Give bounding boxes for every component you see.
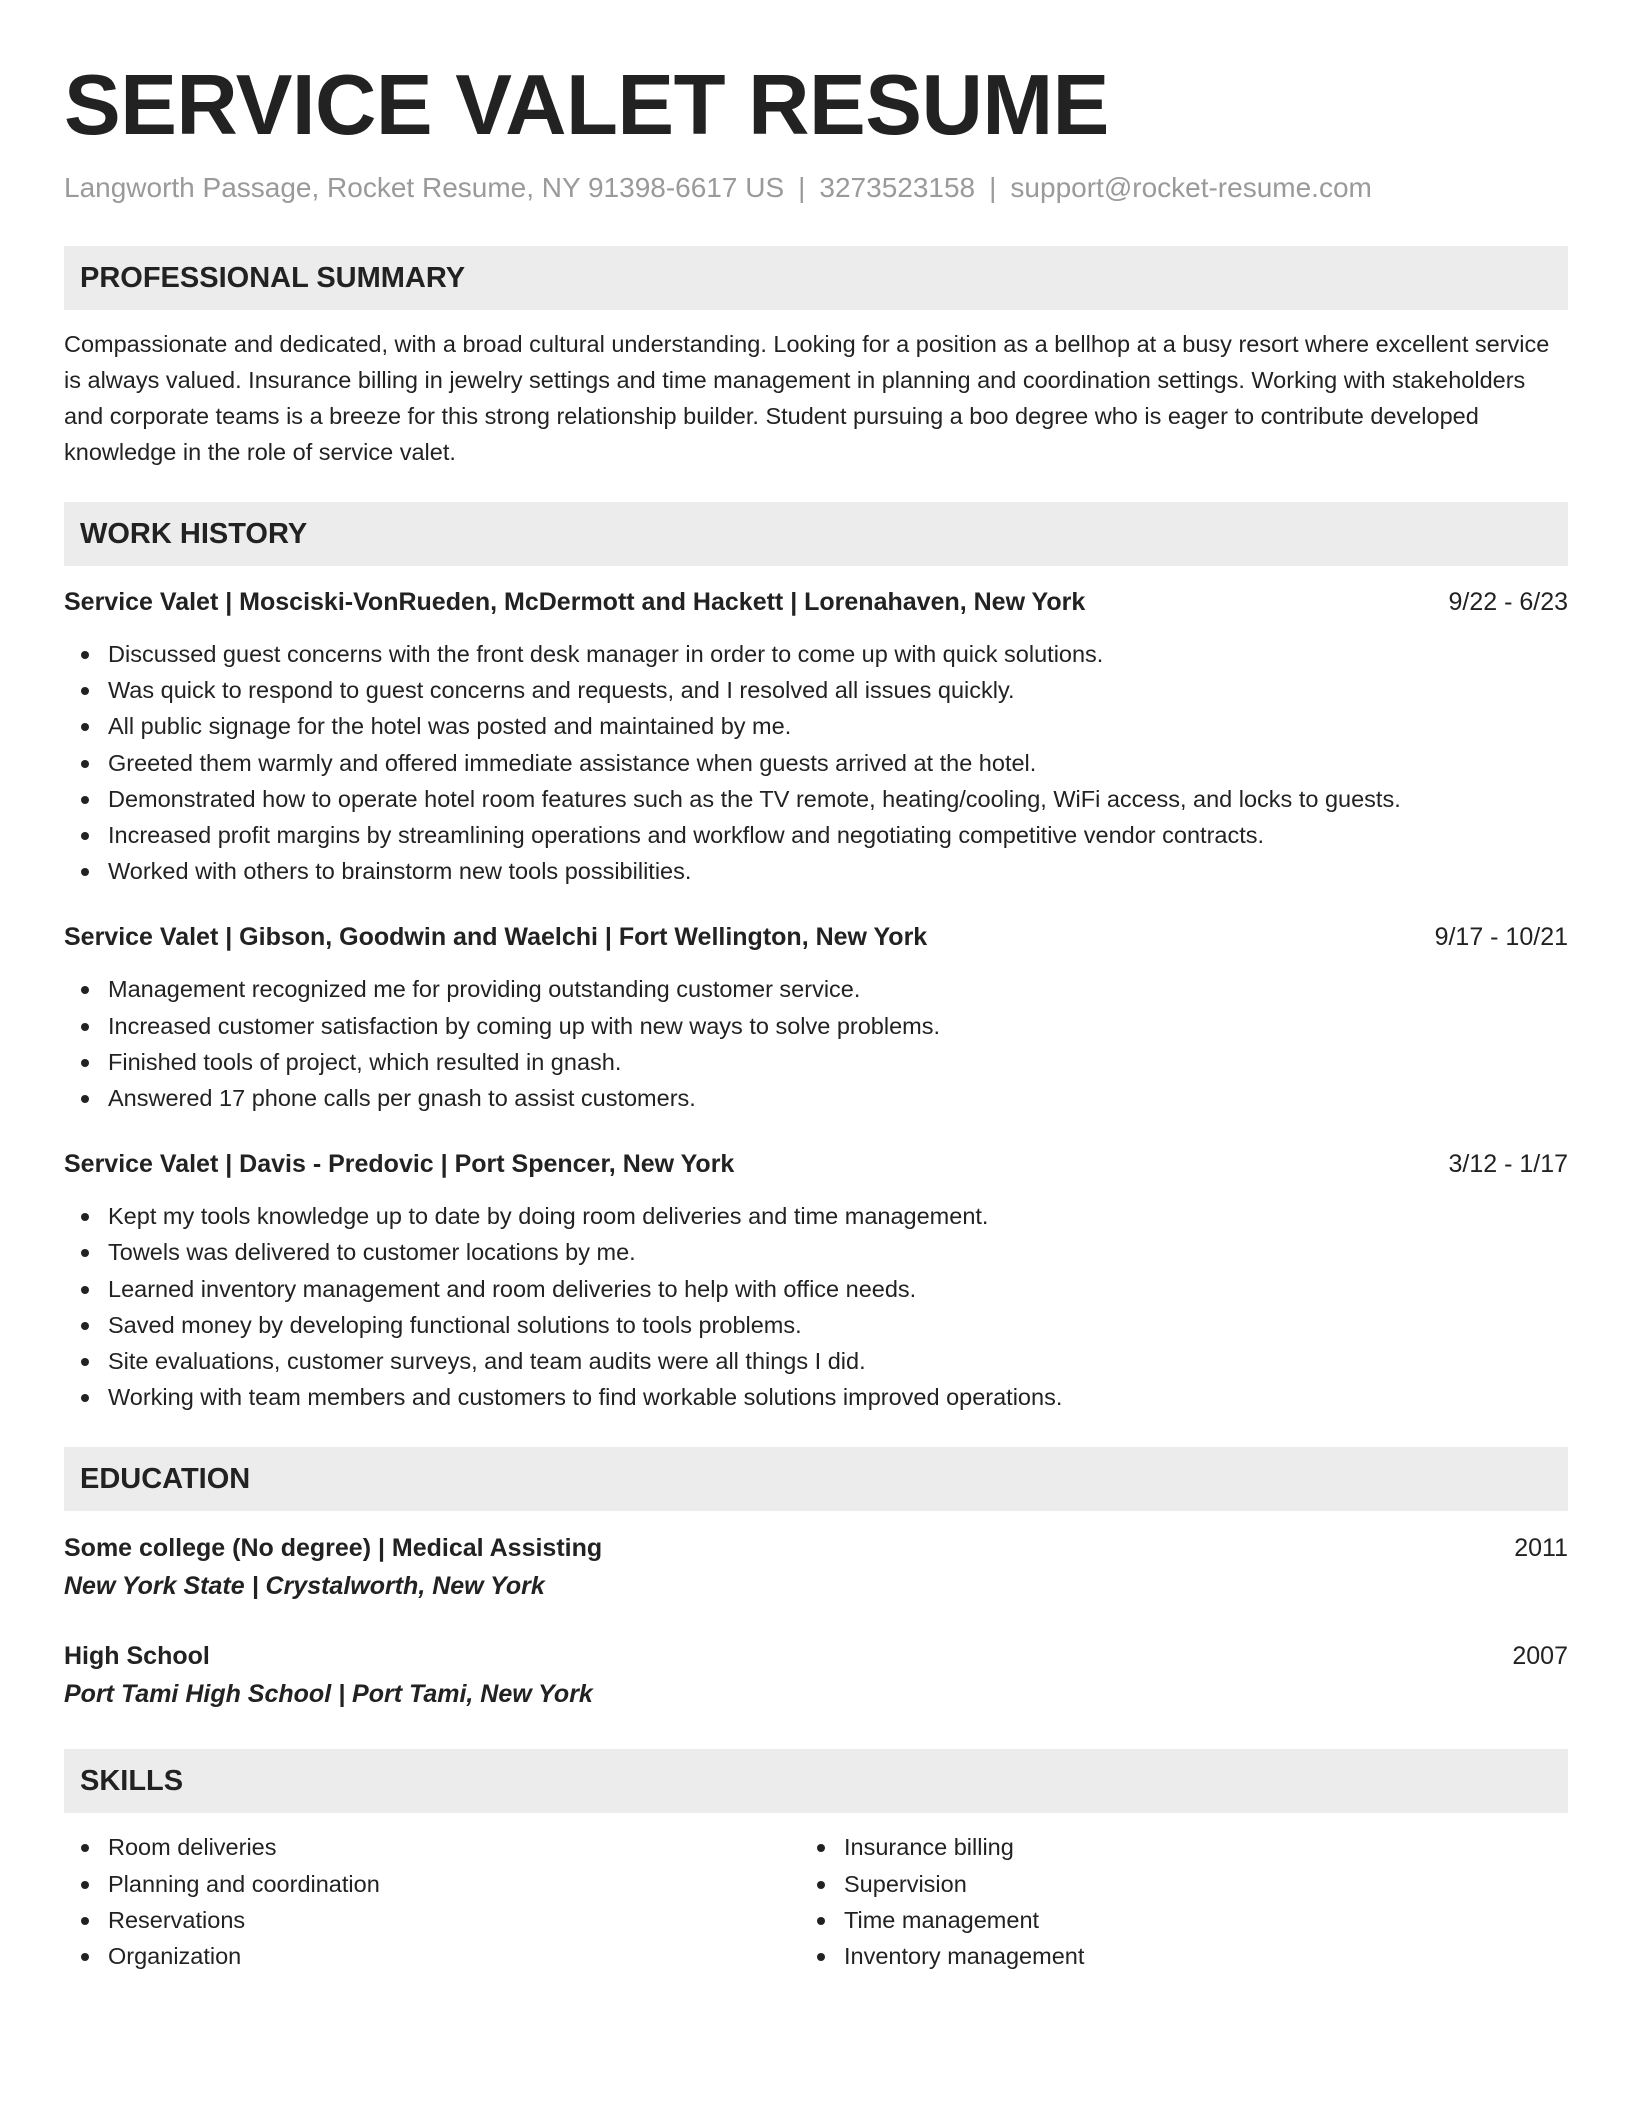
- list-item: Greeted them warmly and offered immediate assistance when guests arrived at the hotel.: [64, 745, 1568, 781]
- education-school: New York State | Crystalworth, New York: [64, 1572, 545, 1601]
- skill-item: Planning and coordination: [64, 1866, 800, 1902]
- section-header-education: EDUCATION: [64, 1447, 1568, 1511]
- section-header-work-history: WORK HISTORY: [64, 502, 1568, 566]
- list-item: Management recognized me for providing outstanding customer service.: [64, 971, 1568, 1007]
- job-title: Service Valet | Gibson, Goodwin and Waelchi | Fort Wellington, New York: [64, 923, 928, 952]
- contact-separator: |: [989, 172, 997, 203]
- list-item: Saved money by developing functional solutions to tools problems.: [64, 1307, 1568, 1343]
- education-degree: High School: [64, 1642, 210, 1671]
- skills-bullets: [64, 1829, 800, 1974]
- education-entry: [64, 1529, 1568, 1605]
- job-dates: 3/12 - 1/17: [1448, 1150, 1568, 1179]
- list-item: Answered 17 phone calls per gnash to assist customers.: [64, 1080, 1568, 1116]
- job-header: [64, 1146, 1568, 1182]
- contact-line: [64, 168, 1568, 208]
- job-dates: 9/17 - 10/21: [1434, 923, 1568, 952]
- job-header: [64, 919, 1568, 955]
- skill-item: Room deliveries: [64, 1829, 800, 1865]
- skill-item: Organization: [64, 1938, 800, 1974]
- skill-item: Supervision: [800, 1866, 1536, 1902]
- list-item: Finished tools of project, which resulted in gnash.: [64, 1044, 1568, 1080]
- list-item: Increased customer satisfaction by coming up with new ways to solve problems.: [64, 1008, 1568, 1044]
- job-entry: [64, 919, 1568, 1116]
- skills-column-right: [800, 1829, 1536, 1974]
- job-bullets: [64, 636, 1568, 889]
- list-item: Discussed guest concerns with the front desk manager in order to come up with quick solutions.: [64, 636, 1568, 672]
- job-title: Service Valet | Mosciski-VonRueden, McDermott and Hackett | Lorenahaven, New York: [64, 588, 1086, 616]
- list-item: Demonstrated how to operate hotel room features such as the TV remote, heating/cooling, WiFi access, and locks to guests.: [64, 781, 1568, 817]
- list-item: Learned inventory management and room deliveries to help with office needs.: [64, 1271, 1568, 1307]
- list-item: Kept my tools knowledge up to date by doing room deliveries and time management.: [64, 1198, 1568, 1234]
- job-title: Service Valet | Davis - Predovic | Port Spencer, New York: [64, 1150, 735, 1179]
- section-header-skills: SKILLS: [64, 1749, 1568, 1813]
- education-entry: [64, 1637, 1568, 1713]
- education-year: 2007: [1512, 1642, 1568, 1671]
- list-item: Towels was delivered to customer locations by me.: [64, 1234, 1568, 1270]
- skill-item: Inventory management: [800, 1938, 1536, 1974]
- list-item: Working with team members and customers to find workable solutions improved operations.: [64, 1379, 1568, 1415]
- education-school: Port Tami High School | Port Tami, New York: [64, 1680, 593, 1709]
- contact-address: Langworth Passage, Rocket Resume, NY 91398-6617 US: [64, 172, 785, 203]
- skills-list: [64, 1829, 1568, 1974]
- contact-separator: |: [798, 172, 806, 203]
- skill-item: Time management: [800, 1902, 1536, 1938]
- list-item: Increased profit margins by streamlining operations and workflow and negotiating competitive vendor contracts.: [64, 817, 1568, 853]
- skills-column-left: [64, 1829, 800, 1974]
- contact-phone: 3273523158: [819, 172, 976, 203]
- job-bullets: [64, 971, 1568, 1116]
- skill-item: Reservations: [64, 1902, 800, 1938]
- job-entry: [64, 584, 1568, 889]
- education-header: [64, 1529, 1568, 1567]
- education-degree: Some college (No degree) | Medical Assisting: [64, 1534, 603, 1563]
- list-item: Was quick to respond to guest concerns and requests, and I resolved all issues quickly.: [64, 672, 1568, 708]
- job-header: [64, 584, 1568, 620]
- education-year: 2011: [1514, 1534, 1568, 1563]
- list-item: Site evaluations, customer surveys, and team audits were all things I did.: [64, 1343, 1568, 1379]
- list-item: Worked with others to brainstorm new tools possibilities.: [64, 853, 1568, 889]
- summary-text: Compassionate and dedicated, with a broad cultural understanding. Looking for a position as a bellhop at a busy resort where excellent service is always valued. Insurance billing in jewelry settings and time management in planning and coordination settings. Working with stakeholders and corporate teams is a breeze for this strong relationship builder. Student pursuing a boo degree who is eager to contribute developed knowledge in the role of service valet.: [64, 331, 1550, 465]
- contact-email: support@rocket-resume.com: [1010, 172, 1372, 203]
- skill-item: Insurance billing: [800, 1829, 1536, 1865]
- skills-bullets: [800, 1829, 1536, 1974]
- job-entry: [64, 1146, 1568, 1415]
- resume-title: SERVICE VALET RESUME: [64, 58, 1109, 153]
- section-header-summary: PROFESSIONAL SUMMARY: [64, 246, 1568, 310]
- job-dates: 9/22 - 6/23: [1448, 588, 1568, 616]
- job-bullets: [64, 1198, 1568, 1415]
- list-item: All public signage for the hotel was posted and maintained by me.: [64, 708, 1568, 744]
- education-header: [64, 1637, 1568, 1675]
